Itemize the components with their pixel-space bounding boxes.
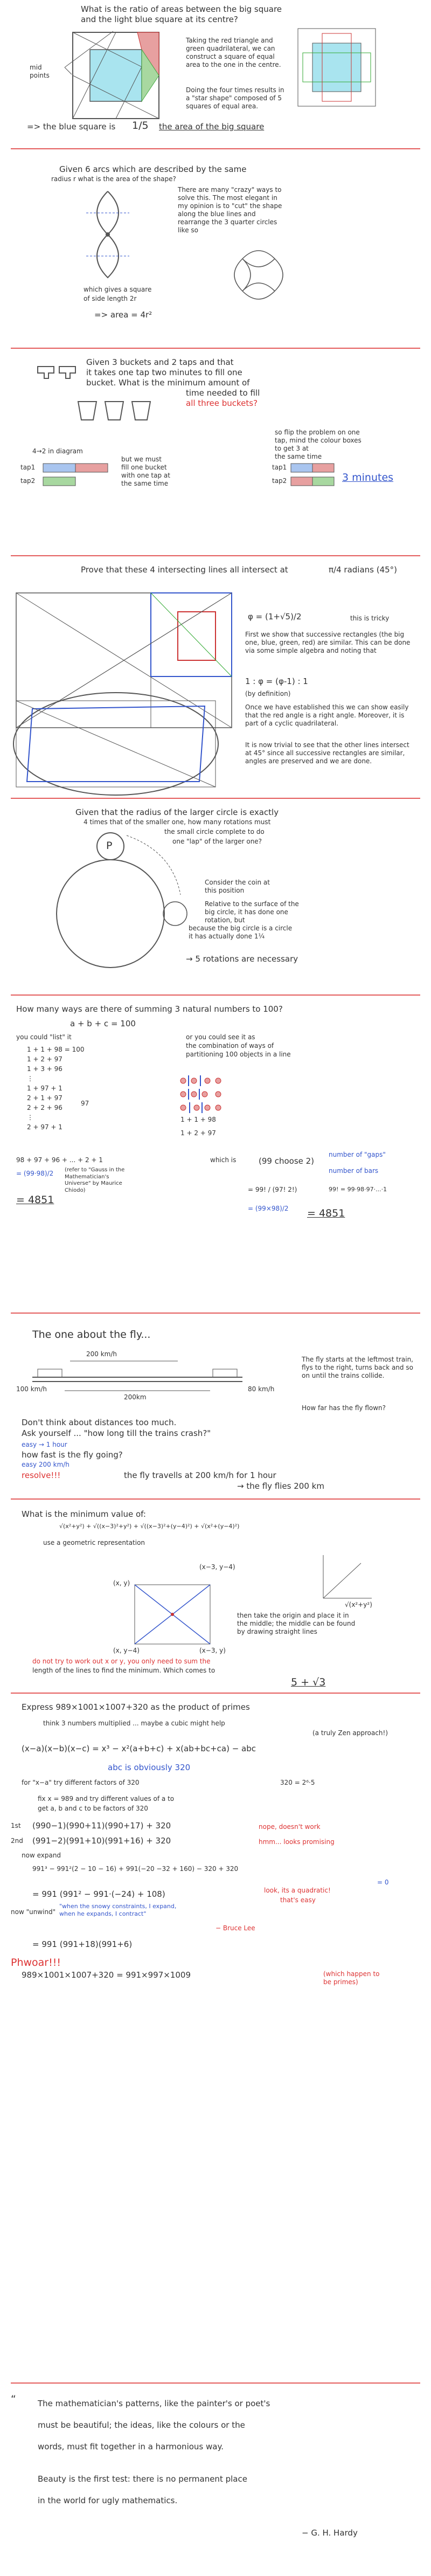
s5-answer: → 5 rotations are necessary <box>186 954 298 964</box>
s7-fly-speed: 200 km/h <box>86 1350 117 1358</box>
s8-geo: use a geometric representation <box>43 1539 145 1546</box>
s6-binom-note: number of "gaps" <box>329 1151 386 1158</box>
s9-expand-3: = 991 (991+18)(991+6) <box>32 1939 133 1949</box>
s1-note-1: Taking the red triangle and green quadrilateral, we can construct a square of equal area to the one in the centre. <box>186 37 281 68</box>
s5-given-2: 4 times that of the smaller one, how many rotations must <box>84 818 271 826</box>
s3-so-2: tap, mind the colour boxes <box>275 437 362 444</box>
s4-ratio: 1 : φ = (φ-1) : 1 <box>245 676 308 686</box>
s8-pt2: (x−3, y−4) <box>199 1563 235 1571</box>
s9-try2-result: hmm... looks promising <box>259 1838 335 1846</box>
section-rotating-coin <box>0 803 431 970</box>
s5-note-3: because the big circle is a circle it has actually done 1¼ <box>189 924 293 940</box>
section-prime-factors <box>0 1698 431 2356</box>
s7-fly-2: → the fly flies 200 km <box>237 1481 324 1491</box>
s2-note-1: There are many "crazy" ways to solve this. The most elegant in my opinion is to "cut" the shape along the blue lines and rearrange the 3 quarter circles like so <box>178 186 282 234</box>
s7-distance: 200km <box>124 1393 147 1401</box>
s3-but-4: the same time <box>121 480 169 487</box>
s6-which: which is <box>210 1156 237 1164</box>
divider-3 <box>11 555 420 556</box>
s8-warn: do not try to work out x or y, you only need to sum the <box>32 1658 211 1665</box>
s6-left-intro: you could "list" it <box>16 1033 72 1041</box>
s3-so-3: to get 3 at <box>275 445 309 452</box>
s3-but-3: with one tap at <box>121 472 170 479</box>
s9-now-2: now "unwind" <box>11 1908 56 1916</box>
s1-title-line1: What is the ratio of areas between the big square <box>81 4 282 14</box>
s6-balls-bars <box>0 1000 431 1291</box>
s6-list-item: 2 + 2 + 96 <box>27 1104 62 1111</box>
s6-list-item: 2 + 97 + 1 <box>27 1123 62 1131</box>
s2-bottom-line2: of side length 2r <box>84 295 137 302</box>
s6-list-item: ⋮ <box>27 1075 33 1082</box>
divider-8 <box>11 1693 420 1694</box>
divider-6 <box>11 1313 420 1314</box>
s10-line-1: The mathematician's patterns, like the painter's or poet's <box>38 2399 270 2408</box>
s3-tap2-right: tap2 <box>272 477 287 485</box>
s9-zen: (a truly Zen approach!) <box>312 1729 388 1737</box>
s4-title-angle: π/4 radians (45°) <box>329 565 398 575</box>
s4-phi-note: this is tricky <box>350 614 390 622</box>
s9-now: now expand <box>22 1852 61 1859</box>
s6-right-2: the combination of ways of <box>186 1042 274 1049</box>
s6-gauss-ref: (refer to "Gauss in the Mathematician's Universe" by Maurice Chiodo) <box>65 1167 125 1193</box>
s6-answer-1: = 4851 <box>16 1194 54 1206</box>
s9-final-note: (which happen to be primes) <box>323 1970 380 1986</box>
s4-note-2: Once we have established this we can show easily that the red angle is a right angle. Moreover, it is part of a cyclic quadrilateral. <box>245 703 409 727</box>
s2-given-line1: Given 6 arcs which are described by the same <box>59 164 247 174</box>
s9-think: think 3 numbers multiplied ... maybe a cubic might help <box>43 1719 225 1727</box>
s6-bars-row-2: 1 + 2 + 97 <box>180 1129 216 1137</box>
s6-equation: a + b + c = 100 <box>70 1019 136 1028</box>
section-golden-rectangles <box>0 561 431 798</box>
s6-right-3: partitioning 100 objects in a line <box>186 1051 291 1058</box>
divider-1 <box>11 148 420 149</box>
s1-conclusion-prefix: => the blue square is <box>27 122 116 132</box>
s6-list-item: 1 + 97 + 1 <box>27 1085 62 1092</box>
s4-def: (by definition) <box>245 690 291 697</box>
s7-note-1: The fly starts at the leftmost train, flys to the right, turns back and so on until the trains collide. <box>302 1356 413 1379</box>
divider-9 <box>11 2382 420 2384</box>
section-arc-area <box>0 154 431 348</box>
s3-diagram-label: 4→2 in diagram <box>32 447 83 455</box>
s9-lee: − Bruce Lee <box>215 1924 255 1932</box>
s9-expand-2: = 991 (991² − 991·(−24) + 108) <box>32 1889 165 1899</box>
s1-conclusion-fraction: 1/5 <box>132 120 149 132</box>
s7-easy: easy → 1 hour <box>22 1441 67 1448</box>
s7-dont: Don't think about distances too much. <box>22 1418 177 1427</box>
s6-list-item: 1 + 2 + 97 <box>27 1055 62 1063</box>
s6-aside: 99! = 99·98·97·...·1 <box>329 1186 387 1193</box>
s5-given-1: Given that the radius of the larger circle is exactly <box>75 807 279 817</box>
s3-tap2-label: tap2 <box>20 477 36 485</box>
s9-abc: abc is obviously 320 <box>108 1763 191 1772</box>
s3-given-4: time needed to fill <box>186 388 260 398</box>
s8-answer: 5 + √3 <box>291 1676 326 1688</box>
s9-fix: fix x = 989 and try different values of a to <box>38 1795 175 1802</box>
s10-line-4: Beauty is the first test: there is no permanent place <box>38 2474 247 2484</box>
s7-right-speed: 80 km/h <box>248 1385 275 1393</box>
divider-4 <box>11 798 420 799</box>
s9-try1-result: nope, doesn't work <box>259 1823 321 1831</box>
s10-line-5: in the world for ugly mathematics. <box>38 2496 178 2505</box>
s9-forx: for "x−a" try different factors of 320 <box>22 1779 140 1786</box>
s4-cyclic-diagram <box>0 561 431 798</box>
divider-7 <box>11 1498 420 1500</box>
s10-line-2: must be beautiful; the ideas, like the colours or the <box>38 2420 245 2430</box>
s3-given-5: all three buckets? <box>186 398 258 408</box>
s9-look: look, its a quadratic! <box>264 1887 331 1894</box>
s9-quote-lee: "when the snowy constraints, I expand, when he expands, I contract" <box>59 1903 177 1917</box>
s9-final: 989×1001×1007+320 = 991×997×1009 <box>22 1970 191 1980</box>
s3-timeline-left <box>0 353 431 534</box>
s1-conclusion-suffix: the area of the big square <box>159 122 265 132</box>
s6-list-item: 1 + 3 + 96 <box>27 1065 62 1073</box>
s6-sum-1: 98 + 97 + 96 + ... + 2 + 1 <box>16 1156 103 1164</box>
s2-square-result <box>0 154 431 348</box>
s1-note-2: Doing the four times results in a "star shape" composed of 5 squares of equal area. <box>186 86 284 110</box>
s3-given-1: Given 3 buckets and 2 taps and that <box>86 357 234 367</box>
s3-but-1: but we must <box>121 455 162 463</box>
s9-try1: (990−1)(990+11)(990+17) + 320 <box>32 1821 171 1831</box>
s3-tap1-label: tap1 <box>20 464 36 471</box>
section-minimum-value <box>0 1504 431 1688</box>
s7-how-2: easy 200 km/h <box>22 1461 69 1468</box>
section-square-ratio <box>0 0 431 135</box>
s6-list-item: ⋮ <box>27 1114 33 1121</box>
divider-5 <box>11 995 420 996</box>
s6-r1: = 99! / (97! 2!) <box>248 1186 297 1193</box>
section-partitions <box>0 1000 431 1291</box>
s9-fix-2: get a, b and c to be factors of 320 <box>38 1805 148 1812</box>
s4-title: Prove that these 4 intersecting lines all intersect at <box>81 565 288 575</box>
s1-mid-points-label: mid points <box>30 64 50 79</box>
s7-resolve: resolve!!! <box>22 1470 61 1480</box>
s3-answer: 3 minutes <box>342 472 394 484</box>
s6-binom-note-2: number of bars <box>329 1167 379 1175</box>
s9-title: Express 989×1001×1007+320 as the product of primes <box>22 1702 250 1712</box>
s7-fly-1: the fly travells at 200 km/h for 1 hour <box>124 1470 276 1480</box>
s7-how: how fast is the fly going? <box>22 1450 123 1460</box>
s6-answer-2: = 4851 <box>307 1207 345 1219</box>
s10-author: − G. H. Hardy <box>302 2528 358 2538</box>
s9-fact: 320 = 2⁶·5 <box>280 1779 315 1786</box>
s6-right-1: or you could see it as <box>186 1033 255 1041</box>
s2-bottom-line1: which gives a square <box>84 286 152 293</box>
s3-so-4: the same time <box>275 453 322 460</box>
s4-note-3: It is now trivial to see that the other lines intersect at 45° since all successive rectangles are similar, angles are preserved and we are done. <box>245 741 409 765</box>
s7-ask: Ask yourself ... "how long till the trains crash?" <box>22 1428 211 1438</box>
s6-r2: = (99×98)/2 <box>248 1205 289 1212</box>
s8-hyp: √(x²+y²) <box>345 1601 372 1608</box>
s9-cubic: (x−a)(x−b)(x−c) = x³ − x²(a+b+c) + x(ab+bc+ca) − abc <box>22 1744 256 1753</box>
s5-p-label: P <box>106 840 113 852</box>
s3-but-2: fill one bucket <box>121 464 167 471</box>
s9-try2-label: 2nd <box>11 1837 23 1845</box>
s7-title: The one about the fly... <box>32 1329 151 1341</box>
section-fly <box>0 1318 431 1491</box>
s9-phew: Phwoar!!! <box>11 1957 61 1969</box>
s6-list-item: 1 + 1 + 98 = 100 <box>27 1046 85 1053</box>
s8-note-1: then take the origin and place it in the middle; the middle can be found by drawing straight lines <box>237 1612 356 1635</box>
divider-2 <box>11 348 420 349</box>
s9-try2: (991−2)(991+10)(991+16) + 320 <box>32 1836 171 1846</box>
s2-answer: => area = 4r² <box>94 310 152 320</box>
s6-list-item: 2 + 1 + 97 <box>27 1094 62 1102</box>
s9-easy: that's easy <box>280 1896 316 1904</box>
s1-star-diagram <box>0 0 431 135</box>
s6-title: How many ways are there of summing 3 natural numbers to 100? <box>16 1004 283 1014</box>
s10-line-3: words, must fit together in a harmonious way. <box>38 2442 224 2451</box>
s5-note-1: Consider the coin at this position <box>205 879 270 894</box>
s3-given-2: it takes one tap two minutes to fill one <box>86 368 242 377</box>
s9-expand-1: 991³ − 991²(2 − 10 − 16) + 991(−20 −32 + 160) − 320 + 320 <box>32 1865 239 1873</box>
s1-title-line2: and the light blue square at its centre? <box>81 15 238 24</box>
s9-try1-label: 1st <box>11 1822 21 1829</box>
s5-given-4: one "lap" of the larger one? <box>172 838 262 845</box>
s6-count: 97 <box>81 1100 89 1107</box>
s8-pt1: (x, y) <box>113 1579 130 1587</box>
s4-phi-eq: φ = (1+√5)/2 <box>248 612 302 621</box>
s4-note-1: First we show that successive rectangles (the big one, blue, green, red) are similar. This can be done via some simple algebra and noting that <box>245 631 411 654</box>
s8-pt4: (x−3, y) <box>199 1647 226 1654</box>
s8-warn-2: length of the lines to find the minimum. Which comes to <box>32 1667 215 1674</box>
s8-pt3: (x, y−4) <box>113 1647 140 1654</box>
s8-title: What is the minimum value of: <box>22 1509 146 1519</box>
section-hardy-quote <box>0 2388 431 2571</box>
section-buckets <box>0 353 431 534</box>
s3-given-3: bucket. What is the minimum amount of <box>86 378 250 388</box>
s10-quote-mark: “ <box>11 2393 16 2405</box>
s5-given-3: the small circle complete to do <box>164 828 265 835</box>
s6-bars-row: 1 + 1 + 98 <box>180 1116 216 1123</box>
s7-note-2: How far has the fly flown? <box>302 1404 386 1412</box>
s8-expression: √(x²+y²) + √((x−3)²+y²) + √((x−3)²+(y−4)²) + √(x²+(y−4)²) <box>59 1523 240 1530</box>
s9-zero: = 0 <box>377 1879 389 1886</box>
s6-sum-2: = (99·98)/2 <box>16 1170 54 1177</box>
s3-tap1-right: tap1 <box>272 464 287 471</box>
s7-left-speed: 100 km/h <box>16 1385 47 1393</box>
s3-so-1: so flip the problem on one <box>275 429 360 436</box>
s2-given-line2: radius r what is the area of the shape? <box>51 175 176 183</box>
s6-binom: (99 choose 2) <box>259 1156 315 1166</box>
s5-note-2: Relative to the surface of the big circle, it has done one rotation, but <box>205 900 299 924</box>
